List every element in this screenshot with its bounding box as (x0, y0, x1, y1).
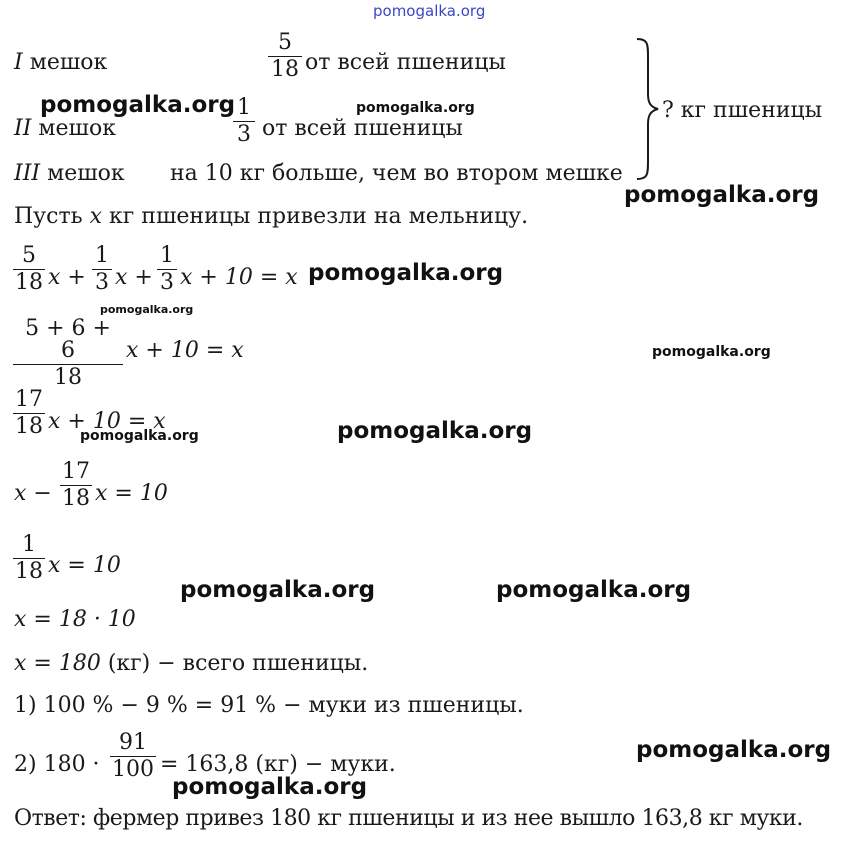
watermark-top: pomogalka.org (373, 2, 486, 20)
eq1-fraction-2: 1 3 (92, 245, 112, 294)
step1-line: 1) 100 % − 9 % = 91 % − муки из пшеницы. (14, 693, 524, 718)
eq2-fraction: 5 + 6 + 6 18 (13, 318, 123, 389)
eq5-rest: x = 10 (48, 553, 121, 578)
watermark: pomogalka.org (496, 577, 692, 603)
bag1-fraction: 5 18 (268, 32, 302, 81)
step2-fraction: 91 100 (112, 730, 154, 782)
watermark: pomogalka.org (172, 774, 368, 800)
eq1-fraction-3: 1 3 (157, 245, 177, 294)
eq1-fraction-1: 5 18 (15, 243, 43, 295)
eq7-line: x = 180 (кг) − всего пшеницы. (14, 651, 369, 676)
question-text: ? кг пшеницы (662, 98, 823, 123)
brace-icon (633, 36, 663, 182)
eq6-line: x = 18 · 10 (14, 607, 136, 632)
intro-line: Пусть x кг пшеницы привезли на мельницу. (14, 204, 529, 229)
watermark: pomogalka.org (636, 737, 832, 763)
step2-rest: = 163,8 (кг) − муки. (160, 752, 396, 777)
watermark: pomogalka.org (80, 428, 199, 444)
watermark: pomogalka.org (624, 182, 820, 208)
eq2-rest: x + 10 = x (126, 338, 244, 363)
bag3-label: III мешок (14, 161, 125, 186)
eq4-lead: x − (14, 481, 52, 506)
eq4-rest: x = 10 (95, 481, 168, 506)
eq1-part-1: x + (48, 265, 86, 290)
eq4-fraction: 17 18 (62, 459, 90, 511)
watermark: pomogalka.org (308, 260, 504, 286)
eq3-fraction: 17 18 (15, 387, 43, 439)
watermark: pomogalka.org (337, 418, 533, 444)
bag2-label: II мешок (14, 116, 116, 141)
watermark: pomogalka.org (180, 577, 376, 603)
watermark: pomogalka.org (652, 344, 771, 360)
bag3-text: на 10 кг больше, чем во втором мешке (170, 161, 623, 186)
watermark: pomogalka.org (356, 100, 475, 116)
watermark: pomogalka.org (40, 92, 236, 118)
bag1-text: от всей пшеницы (305, 50, 506, 75)
step2-lead: 2) 180 · (14, 752, 100, 777)
bag2-text: от всей пшеницы (262, 116, 463, 141)
answer-line: Ответ: фермер привез 180 кг пшеницы и из нее вышло 163,8 кг муки. (14, 806, 803, 831)
eq5-fraction: 1 18 (15, 532, 43, 584)
watermark: pomogalka.org (100, 303, 194, 316)
bag1-label: I мешок (14, 50, 108, 75)
eq3-rest: x + 10 = x (48, 409, 166, 434)
eq1-part-3: x + 10 = x (180, 265, 298, 290)
bag2-fraction: 1 3 (233, 97, 255, 146)
eq1-part-2: x + (115, 265, 153, 290)
